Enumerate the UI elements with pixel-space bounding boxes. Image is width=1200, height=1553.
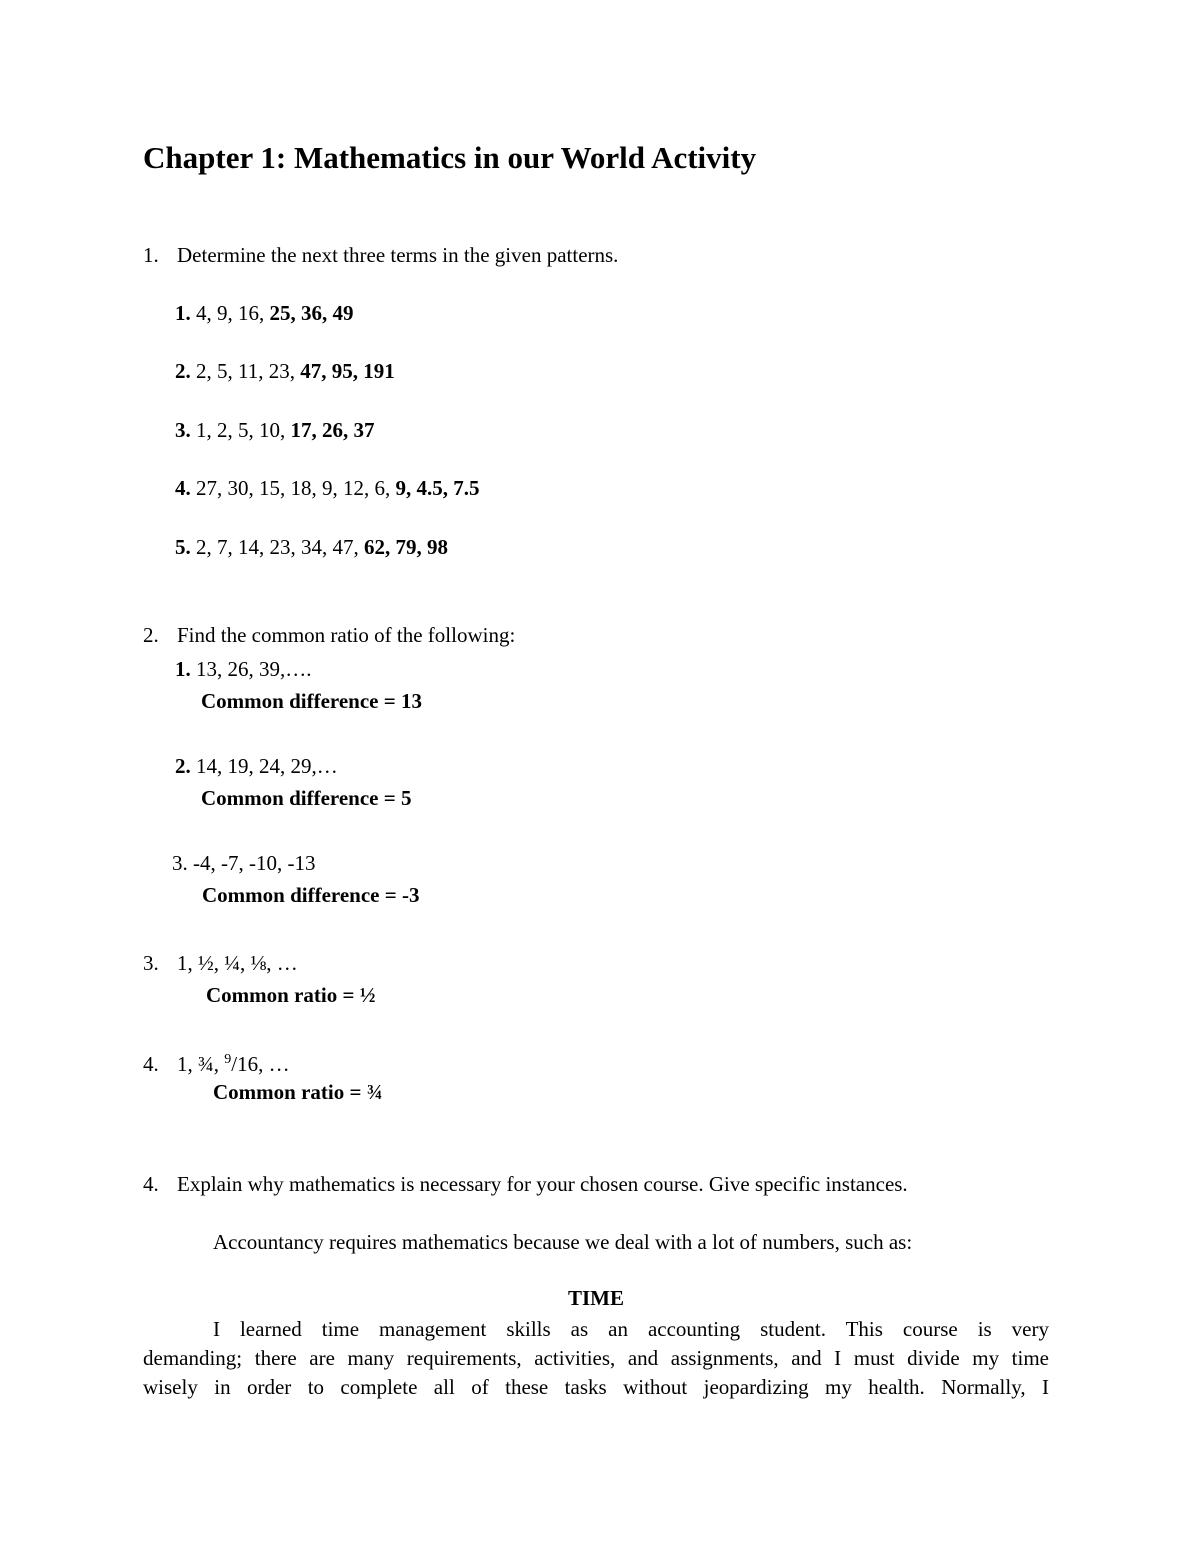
given-terms: 27, 30, 15, 18, 9, 12, 6, (190, 476, 396, 500)
question-number: 1. (143, 243, 159, 267)
item-label: 5. (175, 535, 191, 559)
question-number: 4. (143, 1052, 159, 1076)
question-3-answer (206, 981, 375, 1009)
given-terms: 4, 9, 16, (190, 301, 270, 325)
pattern-item-2 (175, 357, 395, 385)
item-label: 2. (175, 359, 191, 383)
item-label: 1. (175, 657, 191, 681)
pattern-item-4 (175, 474, 480, 502)
answer-terms: 25, 36, 49 (269, 301, 354, 325)
page-title: Chapter 1: Mathematics in our World Activity (143, 140, 757, 175)
sequence: -4, -7, -10, -13 (187, 851, 316, 875)
fraction-numerator: 9 (224, 1052, 232, 1067)
question-5 (143, 1170, 908, 1198)
answer-intro: Accountancy requires mathematics because we deal with a lot of numbers, such as: (213, 1230, 913, 1254)
item-label: 3. (172, 851, 188, 875)
question-4-answer (213, 1078, 382, 1106)
ratio-item-1-answer (201, 687, 422, 715)
ratio-item-3-answer (202, 881, 419, 909)
ratio-item-3-sequence (172, 849, 315, 877)
question-prompt: Determine the next three terms in the given patterns. (177, 243, 619, 267)
answer-terms: 9, 4.5, 7.5 (395, 476, 480, 500)
question-3 (143, 949, 298, 977)
answer: Common ratio = ½ (206, 983, 376, 1007)
ratio-item-2-sequence (175, 752, 338, 780)
question-1 (143, 241, 618, 269)
pattern-item-5 (175, 533, 448, 561)
item-label: 4. (175, 476, 191, 500)
sequence: 1, ½, ¼, ⅛, … (177, 951, 298, 975)
answer-terms: 47, 95, 191 (300, 359, 395, 383)
answer: Common difference = -3 (202, 883, 420, 907)
question-number: 3. (143, 951, 159, 975)
given-terms: 2, 7, 14, 23, 34, 47, (190, 535, 364, 559)
question-prompt: Find the common ratio of the following: (177, 623, 516, 647)
ratio-item-1-sequence (175, 655, 312, 683)
question-number: 2. (143, 623, 159, 647)
question-2 (143, 621, 515, 649)
question-4 (143, 1046, 290, 1078)
section-heading: TIME (567, 1286, 624, 1310)
paragraph-line: wisely in order to complete all of these tasks without jeopardizing my health. Normally, I (143, 1375, 1049, 1399)
given-terms: 2, 5, 11, 23, (190, 359, 301, 383)
answer: Common ratio = ¾ (213, 1080, 383, 1104)
answer: Common difference = 5 (201, 786, 412, 810)
sequence: 14, 19, 24, 29,… (190, 754, 338, 778)
given-terms: 1, 2, 5, 10, (190, 418, 291, 442)
answer: Common difference = 13 (201, 689, 422, 713)
paragraph-line: demanding; there are many requirements, activities, and assignments, and I must divide my time (143, 1346, 1049, 1370)
item-label: 3. (175, 418, 191, 442)
sequence-start: 1, ¾, (177, 1052, 225, 1076)
pattern-item-1 (175, 299, 354, 327)
sequence-end: /16, … (231, 1052, 290, 1076)
answer-paragraph (143, 1315, 1049, 1402)
answer-terms: 62, 79, 98 (364, 535, 448, 559)
item-label: 1. (175, 301, 191, 325)
ratio-item-2-answer (201, 784, 411, 812)
question-prompt: Explain why mathematics is necessary for your chosen course. Give specific instances. (177, 1172, 908, 1196)
sequence: 13, 26, 39,…. (190, 657, 312, 681)
question-number: 4. (143, 1172, 159, 1196)
answer-terms: 17, 26, 37 (290, 418, 375, 442)
paragraph-line: I learned time management skills as an accounting student. This course is very (213, 1317, 1049, 1341)
item-label: 2. (175, 754, 191, 778)
pattern-item-3 (175, 416, 375, 444)
